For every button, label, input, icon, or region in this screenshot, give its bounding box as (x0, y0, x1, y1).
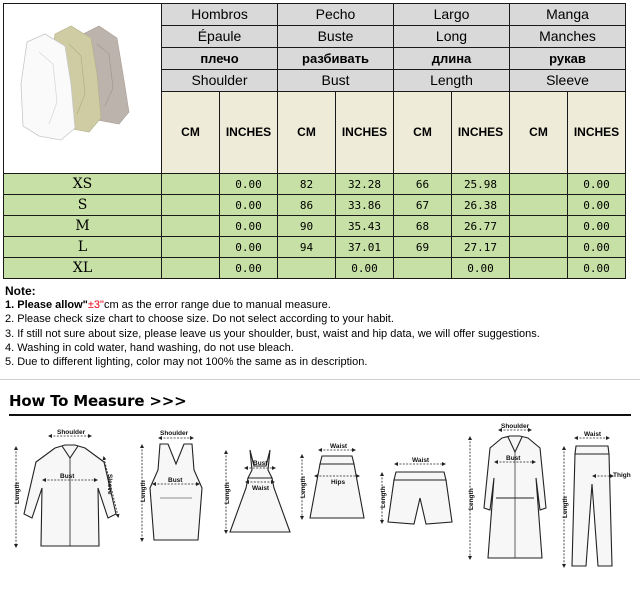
label-waist: Waist (330, 443, 348, 450)
table-cell (162, 237, 220, 258)
unit-header: CM (278, 91, 336, 173)
table-cell: 82 (278, 174, 336, 195)
note-line-1 (5, 298, 635, 312)
table-cell: 32.28 (336, 174, 394, 195)
header-shoulder-es: Hombros (162, 4, 278, 26)
table-cell: 0.00 (568, 237, 626, 258)
unit-header: INCHES (220, 91, 278, 173)
unit-header: INCHES (568, 91, 626, 173)
table-cell: 26.77 (452, 216, 510, 237)
note-1-tolerance: ±3" (87, 299, 104, 312)
note-line-2: 2. Please check size chart to choose size. Do not select according to your habit. (5, 313, 394, 326)
header-bust-fr: Buste (278, 25, 394, 47)
header-sleeve-en: Sleeve (510, 69, 626, 91)
table-row (4, 216, 626, 237)
section-divider (0, 379, 640, 380)
table-cell (162, 195, 220, 216)
note-1-suffix: cm as the error range due to manual measure. (103, 299, 331, 312)
header-sleeve-ru: рукав (510, 47, 626, 69)
label-length: Length (562, 496, 569, 518)
note-line-3: 3. If still not sure about size, please leave us your shoulder, bust, waist and hip data, we will offer suggestions. (5, 327, 540, 340)
dress-measure-illustration (224, 450, 290, 532)
table-cell: 27.17 (452, 237, 510, 258)
label-shoulder: Shoulder (501, 423, 530, 430)
table-cell (278, 258, 336, 279)
table-cell (394, 258, 452, 279)
table-cell: 0.00 (568, 174, 626, 195)
table-row (4, 174, 626, 195)
header-shoulder-fr: Épaule (162, 25, 278, 47)
table-cell: 26.38 (452, 195, 510, 216)
header-sleeve-fr: Manches (510, 25, 626, 47)
table-cell: 0.00 (220, 216, 278, 237)
table-cell (510, 258, 568, 279)
table-cell: 0.00 (568, 216, 626, 237)
header-shoulder-ru: плечо (162, 47, 278, 69)
label-length: Length (224, 482, 231, 504)
label-length: Length (14, 482, 21, 504)
table-row (4, 258, 626, 279)
table-cell (510, 237, 568, 258)
note-1-prefix: 1. Please allow" (5, 299, 88, 312)
unit-header: INCHES (336, 91, 394, 173)
table-cell: 0.00 (568, 258, 626, 279)
header-length-en: Length (394, 69, 510, 91)
title-underline (9, 414, 631, 416)
unit-header: CM (510, 91, 568, 173)
coat-measure-illustration (468, 423, 546, 558)
unit-header: INCHES (452, 91, 510, 173)
label-shoulder: Shoulder (57, 429, 86, 436)
table-cell: 0.00 (220, 195, 278, 216)
label-bust: Bust (253, 460, 268, 467)
label-thigh: Thigh (613, 472, 631, 479)
table-cell: 69 (394, 237, 452, 258)
trousers-measure-illustration (562, 431, 631, 566)
header-bust-en: Bust (278, 69, 394, 91)
label-shoulder: Shoulder (160, 430, 189, 437)
table-cell: 68 (394, 216, 452, 237)
table-cell: 90 (278, 216, 336, 237)
label-length: Length (468, 488, 475, 510)
size-label: M (4, 216, 162, 237)
table-cell: 25.98 (452, 174, 510, 195)
label-sleeve: Sleeve (106, 474, 113, 495)
table-cell: 37.01 (336, 237, 394, 258)
label-bust: Bust (506, 455, 521, 462)
blouse-product-image (5, 4, 161, 168)
size-chart-table (3, 3, 626, 279)
header-bust-es: Pecho (278, 4, 394, 26)
how-to-measure-diagram (0, 418, 640, 608)
tank-top-measure-illustration (140, 430, 202, 540)
product-image (4, 4, 162, 174)
skirt-measure-illustration (300, 443, 364, 518)
header-shoulder-en: Shoulder (162, 69, 278, 91)
table-cell: 0.00 (220, 258, 278, 279)
shirt-measure-illustration (14, 429, 118, 546)
label-length: Length (140, 480, 147, 502)
table-cell: 0.00 (336, 258, 394, 279)
notes-title: Note: (5, 284, 36, 298)
shorts-measure-illustration (380, 457, 452, 524)
size-label: L (4, 237, 162, 258)
notes-section (5, 284, 635, 369)
label-length: Length (380, 486, 387, 508)
label-waist: Waist (584, 431, 602, 438)
table-cell: 0.00 (568, 195, 626, 216)
label-waist: Waist (252, 485, 270, 492)
table-cell (510, 216, 568, 237)
size-label: XS (4, 174, 162, 195)
table-cell (162, 216, 220, 237)
unit-header: CM (162, 91, 220, 173)
table-row (4, 237, 626, 258)
header-bust-ru: разбивать (278, 47, 394, 69)
table-row (4, 195, 626, 216)
table-cell: 94 (278, 237, 336, 258)
table-cell (162, 174, 220, 195)
note-line-5: 5. Due to different lighting, color may not 100% the same as in description. (5, 356, 368, 369)
table-cell: 66 (394, 174, 452, 195)
table-cell (510, 195, 568, 216)
table-cell (510, 174, 568, 195)
header-sleeve-es: Manga (510, 4, 626, 26)
note-line-4: 4. Washing in cold water, hand washing, do not use bleach. (5, 341, 294, 354)
size-label: S (4, 195, 162, 216)
unit-header: CM (394, 91, 452, 173)
size-label: XL (4, 258, 162, 279)
table-cell: 0.00 (220, 174, 278, 195)
header-length-fr: Long (394, 25, 510, 47)
how-to-measure-title: How To Measure >>> (9, 392, 187, 410)
label-bust: Bust (60, 473, 75, 480)
table-cell: 0.00 (452, 258, 510, 279)
table-cell: 33.86 (336, 195, 394, 216)
table-cell: 86 (278, 195, 336, 216)
label-bust: Bust (168, 477, 183, 484)
label-hips: Hips (331, 479, 346, 486)
table-cell: 35.43 (336, 216, 394, 237)
table-cell: 0.00 (220, 237, 278, 258)
table-cell: 67 (394, 195, 452, 216)
label-waist: Waist (412, 457, 430, 464)
label-length: Length (300, 476, 307, 498)
header-length-ru: длина (394, 47, 510, 69)
header-length-es: Largo (394, 4, 510, 26)
table-cell (162, 258, 220, 279)
